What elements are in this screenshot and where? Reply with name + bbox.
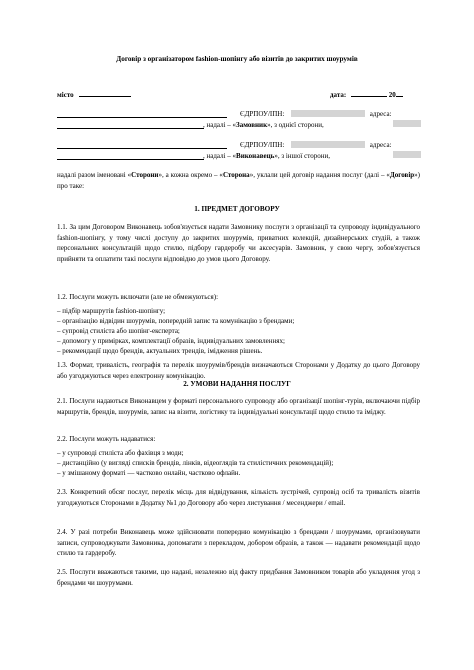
intro-text-2: », а кожна окремо – « [158, 171, 223, 179]
clause-2-2-intro: 2.2. Послуги можуть надаватися: [57, 435, 156, 443]
date-line [330, 89, 403, 100]
customer-line-1 [57, 110, 227, 121]
customer-edrpou-field[interactable] [291, 110, 365, 117]
clause-2-4: 2.4. У разі потреби Виконавець може здійснювати попередню комунікацію з брендами / шоурумами, організовувати записи, супроводжувати Замовника, допомагати з перекладом, добором образів, а також — надавати рекомендації щодо стилю та гардеробу. [57, 528, 420, 558]
customer-role-line [203, 121, 324, 130]
customer-role: Замовник [236, 121, 268, 129]
contractor-line-1 [57, 141, 227, 152]
customer-edrpou-label: ЄДРПОУ/ІПН: [240, 110, 285, 118]
contractor-edrpou-field[interactable] [291, 141, 365, 148]
year-prefix: 20 [388, 91, 396, 99]
customer-role-post: », з однієї сторони, [267, 121, 324, 129]
list-item: – підбір маршрутів fashion-шопінгу; [57, 307, 166, 315]
contractor-address-blank[interactable] [57, 152, 204, 160]
city-label: місто [57, 91, 74, 99]
clause-1-2 [57, 292, 420, 356]
list-item: – організацію відвідин шоурумів, попередній запис та комунікацію з брендами; [57, 317, 295, 325]
customer-name-blank[interactable] [57, 110, 227, 118]
contractor-address-field-wrap [393, 151, 421, 160]
date-blank[interactable] [351, 89, 387, 97]
clause-2-1: 2.1. Послуги надаються Виконавцем у форматі персонального супроводу або організації шопінг-турів, включаючи підбір маршрутів, брендів, шоурумів, запис на візити, логістику та індивідуальні консультації щодо стилю та іміджу. [57, 397, 420, 416]
clause-2-5: 2.5. Послуги вважаються такими, що надані, незалежно від факту придбання Замовником товарів або укладення угод з брендами чи шоурумами. [57, 568, 420, 587]
contractor-role-line [203, 152, 330, 161]
intro-side: Сторона [222, 171, 250, 179]
clause-1-1: 1.1. За цим Договором Виконавець зобов'язується надати Замовнику послуги з організації та супроводу індивідуального fashion-шопінгу, у тому числі доступу до закритих шоурумів, приватних колекцій, дизайнерських студій, а також персональних консультацій щодо стилю, підбору гардеробу чи аксесуарів. Замовник, у свою чергу, зобов'язується прийняти та оплатити такі послуги відповідно до умов цього Договору. [57, 223, 420, 263]
customer-address-blank[interactable] [57, 121, 204, 129]
customer-line-2 [57, 121, 204, 132]
contractor-role-pre: , надалі – « [203, 152, 237, 160]
contractor-address-field[interactable] [393, 151, 421, 158]
intro-paragraph [57, 170, 420, 191]
section-1-heading: 1. ПРЕДМЕТ ДОГОВОРУ [194, 205, 280, 213]
contractor-edrpou-line [240, 141, 392, 150]
year-blank[interactable] [396, 89, 403, 97]
intro-text-4: ») про таке: [57, 171, 420, 190]
document-title: Договір з організатором fashion-шопінгу або візитів до закритих шоурумів [116, 55, 358, 63]
intro-text-3: », уклали цей договір надання послуг (далі – « [249, 171, 390, 179]
customer-edrpou-line [240, 110, 392, 119]
list-item: – у супроводі стиліста або фахівця з моди; [57, 449, 184, 457]
customer-address-field[interactable] [393, 120, 421, 127]
clause-2-3: 2.3. Конкретний обсяг послуг, перелік місць для відвідування, кількість зустрічей, супровід осіб та тривалість візитів узгоджуються Сторонами в Додатку №1 до Договору або через листування / месенджери / email. [57, 488, 420, 507]
intro-text-1: надалі разом іменовані « [57, 171, 132, 179]
clause-2-2 [57, 434, 420, 478]
customer-address-label: адреса: [369, 110, 392, 118]
customer-role-pre: , надалі – « [203, 121, 237, 129]
city-line [57, 89, 131, 100]
clause-1-2-intro: 1.2. Послуги можуть включати (але не обмежуються): [57, 293, 219, 301]
contractor-role: Виконавець [236, 152, 275, 160]
contractor-edrpou-label: ЄДРПОУ/ІПН: [240, 141, 285, 149]
contractor-line-2 [57, 152, 204, 163]
intro-contract: Договір [389, 171, 415, 179]
contractor-role-post: », з іншої сторони, [274, 152, 330, 160]
list-item: – рекомендації щодо брендів, актуальних трендів, імідження рішень. [57, 347, 263, 355]
list-item: – у змішаному форматі — частково онлайн, частково офлайн. [57, 469, 241, 477]
contractor-address-label: адреса: [369, 141, 392, 149]
list-item: – допомогу у примірках, комплектації образів, індивідуальних замовленнях; [57, 337, 285, 345]
clause-1-3: 1.3. Формат, тривалість, географія та перелік шоурумів/брендів визначаються Сторонами у Додатку до цього Договору або узгоджуються через електронну комунікацію. [57, 361, 420, 380]
customer-address-field-wrap [393, 120, 421, 129]
section-2-heading: 2. УМОВИ НАДАННЯ ПОСЛУГ [183, 380, 291, 388]
list-item: – супровід стиліста або шопінг-експерта; [57, 327, 180, 335]
city-blank[interactable] [79, 89, 131, 97]
date-label: дата: [330, 91, 347, 99]
intro-sides: Сторони [131, 171, 159, 179]
list-item: – дистанційно (у вигляді списків брендів, лінків, відеоглядів та стилістичних рекомендацій); [57, 459, 334, 467]
contractor-name-blank[interactable] [57, 141, 227, 149]
